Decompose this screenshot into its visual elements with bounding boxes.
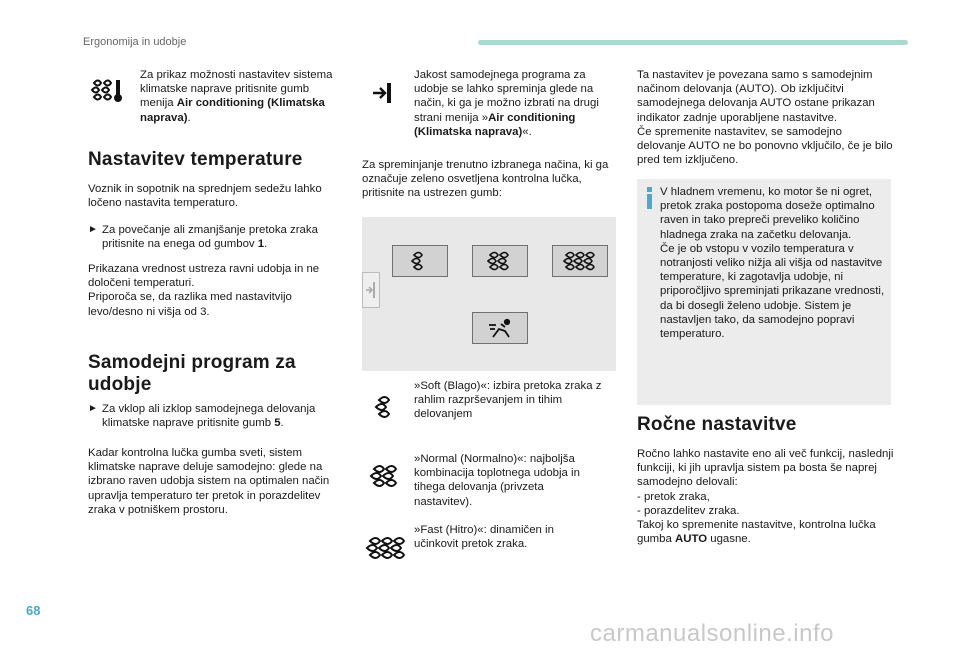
auto-heading-line-2: udobje — [88, 374, 152, 395]
fan-soft-icon — [410, 250, 430, 272]
info-note-box — [637, 179, 891, 405]
info-icon — [647, 187, 653, 209]
note-p2: Če je ob vstopu v vozilo temperatura v notranjosti veliko nižja ali višja od nastavitve temperature, ki zagotavlja udobje, ni priporočljivo spreminjati prikazane vrednosti, da bi dosegli želeno udobje. Sistem je nastavljen tako, da samodejno popravi temperaturo. — [660, 242, 885, 341]
temp-paragraph-2 — [88, 262, 342, 319]
note-text — [660, 185, 886, 341]
page-arrow-icon — [368, 78, 398, 108]
header-rule — [478, 40, 908, 45]
bullet-icon: ► — [88, 224, 98, 235]
soft-description: »Soft (Blago)«: izbira pretoka zraka z rahlim razprševanjem in tihim delovanjem — [414, 380, 602, 421]
note-p1: V hladnem vremenu, ko motor še ni ogret, pretok zraka postopoma doseže optimalno raven in tako prepreči preveliko količino hladnega zraka na začetku delovanja. — [660, 186, 875, 241]
linked-paragraph — [637, 68, 893, 167]
intensity-paragraph — [414, 68, 614, 139]
auto-heading-line-1: Samodejni program za — [88, 352, 296, 373]
linked-p1: Ta nastavitev je povezana samo s samodejnim načinom delovanja (AUTO). Ob izključitvi samodejnega delovanja AUTO ostane prikazan indikator zadnje uporabljene nastavitve. — [637, 69, 875, 124]
fan-fast-icon — [562, 250, 598, 272]
manual-list-item-1: - pretok zraka, — [637, 490, 710, 503]
temp-p2: Prikazana vrednost ustreza ravni udobja in ne določeni temperaturi. — [88, 263, 320, 290]
intro-text: Za prikaz možnosti nastavitev sistema klimatske naprave pritisnite gumb menija — [140, 69, 333, 110]
bullet-icon: ► — [88, 403, 98, 414]
fast-fan-icon — [364, 533, 410, 563]
watermark: carmanualsonline.info — [590, 620, 834, 647]
manual-settings-heading: Ročne nastavitve — [637, 414, 797, 435]
auto-program-heading — [88, 352, 296, 396]
fast-description: »Fast (Hitro)«: dinamičen in učinkovit pretok zraka. — [414, 524, 554, 551]
temp-p3: Priporoča se, da razlika med nastavitvijo levo/desno ni višja od 3. — [88, 291, 292, 318]
normal-mode-button[interactable] — [472, 245, 528, 277]
ventilation-seat-button[interactable] — [472, 312, 528, 344]
manual-p1: Ročno lahko nastavite eno ali več funkcij, naslednji funkciji, ki jih upravlja sistem pa bosta še naprej samodejno delovali: — [637, 448, 894, 489]
mode-buttons-panel — [362, 217, 616, 371]
soft-fan-icon — [368, 392, 404, 422]
normal-fan-icon — [366, 461, 406, 491]
intro-text-end: . — [187, 111, 191, 124]
soft-mode-button[interactable] — [392, 245, 448, 277]
page-number: 68 — [26, 603, 41, 618]
climate-menu-icon — [88, 73, 126, 107]
intensity-text-end: «. — [522, 125, 532, 138]
intensity-bold: Air conditioning (Klimatska naprava) — [414, 111, 576, 138]
manual-p2: Takoj ko spremenite nastavitve, kontrolna lučka gumba AUTO ugasne. — [637, 519, 876, 546]
manual-list-item-2: - porazdelitev zraka. — [637, 504, 740, 517]
auto-bullet-text: Za vklop ali izklop samodejnega delovanja klimatske naprave pritisnite gumb 5. — [102, 403, 316, 430]
seat-airflow-icon — [487, 317, 513, 339]
linked-p2: Če spremenite nastavitev, se samodejno delovanje AUTO ne bo ponovno vključilo, če je bilo pred tem izključeno. — [637, 125, 893, 167]
fan-normal-icon — [486, 250, 514, 272]
intensity-text: Jakost samodejnega programa za udobje se lahko spreminja glede na način, ki ga je možno izbrati na drugi strani menija » — [414, 69, 599, 124]
intro-bold: Air conditioning (Klimatska naprava) — [140, 97, 325, 124]
normal-description: »Normal (Normalno)«: najboljša kombinacija toplotnega udobja in tihega delovanja (privzeta nastavitev). — [414, 453, 580, 508]
temp-bullet — [88, 223, 342, 251]
auto-bullet — [88, 402, 342, 430]
fast-mode-button[interactable] — [552, 245, 608, 277]
intro-paragraph — [140, 68, 340, 125]
auto-paragraph: Kadar kontrolna lučka gumba sveti, sistem klimatske naprave deluje samodejno: glede na izbrano raven udobja sistem na optimalen način upravlja temperaturo ter pretok in porazdelitev zraka v potniškem prostoru. — [88, 447, 330, 516]
panel-side-tab — [362, 272, 380, 308]
section-header-title: Ergonomija in udobje — [83, 36, 187, 48]
temp-bullet-text: Za povečanje ali zmanjšanje pretoka zraka pritisnite na enega od gumbov 1. — [102, 224, 318, 251]
temperature-heading: Nastavitev temperature — [88, 149, 303, 170]
change-paragraph: Za spreminjanje trenutno izbranega načina, ki ga označuje zeleno osvetljena kontrolna lučka, pritisnite na ustrezen gumb: — [362, 159, 609, 200]
manual-paragraph — [637, 447, 895, 546]
temp-paragraph-1: Voznik in sopotnik na sprednjem sedežu lahko ločeno nastavita temperaturo. — [88, 183, 322, 210]
